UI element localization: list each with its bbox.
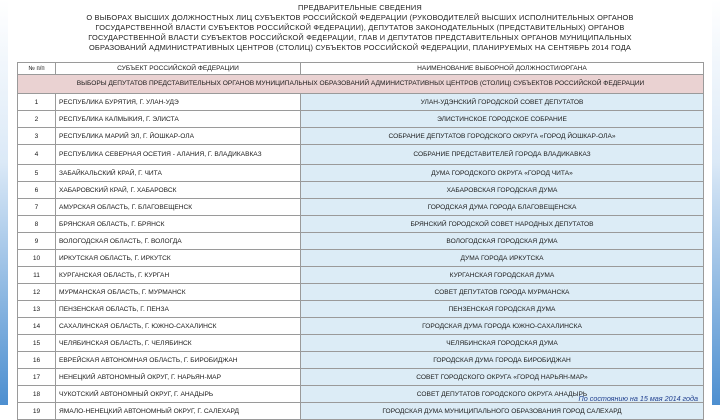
row-subject: ПЕНЗЕНСКАЯ ОБЛАСТЬ, Г. ПЕНЗА (56, 301, 301, 318)
section-title: ВЫБОРЫ ДЕПУТАТОВ ПРЕДСТАВИТЕЛЬНЫХ ОРГАНОВ МУНИЦИПАЛЬНЫХ ОБРАЗОВАНИЙ АДМИНИСТРАТИВНЫХ ЦЕНТРОВ (СТОЛИЦ) СУБЪЕКТОВ РОССИЙСКОЙ ФЕДЕРАЦИИ (18, 75, 704, 94)
table-row (18, 403, 704, 420)
row-organ: ДУМА ГОРОДСКОГО ОКРУГА «ГОРОД ЧИТА» (301, 165, 704, 182)
table-header-row (18, 63, 704, 75)
row-organ: ГОРОДСКАЯ ДУМА ГОРОДА БЛАГОВЕЩЕНСКА (301, 199, 704, 216)
row-organ: ЭЛИСТИНСКОЕ ГОРОДСКОЕ СОБРАНИЕ (301, 111, 704, 128)
row-organ: УЛАН-УДЭНСКИЙ ГОРОДСКОЙ СОВЕТ ДЕПУТАТОВ (301, 94, 704, 111)
row-organ: ХАБАРОВСКАЯ ГОРОДСКАЯ ДУМА (301, 182, 704, 199)
as-of-date-note: По состоянию на 15 мая 2014 года (578, 394, 698, 403)
row-number: 8 (18, 216, 56, 233)
table-row (18, 335, 704, 352)
row-subject: ЧЕЛЯБИНСКАЯ ОБЛАСТЬ, Г. ЧЕЛЯБИНСК (56, 335, 301, 352)
left-decor-bar (0, 0, 8, 405)
header-organ: НАИМЕНОВАНИЕ ВЫБОРНОЙ ДОЛЖНОСТИ/ОРГАНА (301, 63, 704, 75)
header-subject: СУБЪЕКТ РОССИЙСКОЙ ФЕДЕРАЦИИ (56, 63, 301, 75)
row-number: 5 (18, 165, 56, 182)
table-row (18, 145, 704, 165)
row-subject: ЕВРЕЙСКАЯ АВТОНОМНАЯ ОБЛАСТЬ, Г. БИРОБИДЖАН (56, 352, 301, 369)
title-line-1: ПРЕДВАРИТЕЛЬНЫЕ СВЕДЕНИЯ (298, 3, 422, 12)
title-line-5: ОБРАЗОВАНИЙ АДМИНИСТРАТИВНЫХ ЦЕНТРОВ (СТОЛИЦ) СУБЪЕКТОВ РОССИЙСКОЙ ФЕДЕРАЦИИ, ПЛАНИРУЕМЫХ НА СЕНТЯБРЬ 2014 ГОДА (88, 43, 632, 52)
table-row (18, 250, 704, 267)
table-row (18, 369, 704, 386)
row-number: 10 (18, 250, 56, 267)
page-title (8, 3, 712, 53)
row-subject: РЕСПУБЛИКА БУРЯТИЯ, Г. УЛАН-УДЭ (56, 94, 301, 111)
table-row (18, 352, 704, 369)
row-subject: БРЯНСКАЯ ОБЛАСТЬ, Г. БРЯНСК (56, 216, 301, 233)
title-line-2: О ВЫБОРАХ ВЫСШИХ ДОЛЖНОСТНЫХ ЛИЦ СУБЪЕКТОВ РОССИЙСКОЙ ФЕДЕРАЦИИ (РУКОВОДИТЕЛЕЙ ВЫСШИХ ИСПОЛНИТЕЛЬНЫХ ОРГАНОВ (86, 13, 634, 22)
row-number: 14 (18, 318, 56, 335)
row-organ: ВОЛОГОДСКАЯ ГОРОДСКАЯ ДУМА (301, 233, 704, 250)
row-subject: ХАБАРОВСКИЙ КРАЙ, Г. ХАБАРОВСК (56, 182, 301, 199)
row-number: 4 (18, 145, 56, 165)
table-row (18, 267, 704, 284)
row-number: 7 (18, 199, 56, 216)
row-organ: ГОРОДСКАЯ ДУМА ГОРОДА БИРОБИДЖАН (301, 352, 704, 369)
row-number: 13 (18, 301, 56, 318)
row-subject: МУРМАНСКАЯ ОБЛАСТЬ, Г. МУРМАНСК (56, 284, 301, 301)
row-organ: СОВЕТ ГОРОДСКОГО ОКРУГА «ГОРОД НАРЬЯН-МАР» (301, 369, 704, 386)
table-row (18, 199, 704, 216)
table-row (18, 128, 704, 145)
row-organ: ГОРОДСКАЯ ДУМА ГОРОДА ЮЖНО-САХАЛИНСКА (301, 318, 704, 335)
row-organ: ПЕНЗЕНСКАЯ ГОРОДСКАЯ ДУМА (301, 301, 704, 318)
row-number: 3 (18, 128, 56, 145)
header-num: № п/п (18, 63, 56, 75)
row-subject: РЕСПУБЛИКА СЕВЕРНАЯ ОСЕТИЯ - АЛАНИЯ, Г. ВЛАДИКАВКАЗ (56, 145, 301, 165)
table-row (18, 216, 704, 233)
row-subject: ЗАБАЙКАЛЬСКИЙ КРАЙ, Г. ЧИТА (56, 165, 301, 182)
table-row (18, 318, 704, 335)
row-number: 16 (18, 352, 56, 369)
section-row (18, 75, 704, 94)
row-subject: ЧУКОТСКИЙ АВТОНОМНЫЙ ОКРУГ, Г. АНАДЫРЬ (56, 386, 301, 403)
row-number: 12 (18, 284, 56, 301)
row-organ: ДУМА ГОРОДА ИРКУТСКА (301, 250, 704, 267)
row-organ: СОБРАНИЕ ПРЕДСТАВИТЕЛЕЙ ГОРОДА ВЛАДИКАВКАЗ (301, 145, 704, 165)
row-subject: РЕСПУБЛИКА МАРИЙ ЭЛ, Г. ЙОШКАР-ОЛА (56, 128, 301, 145)
row-number: 9 (18, 233, 56, 250)
row-subject: ВОЛОГОДСКАЯ ОБЛАСТЬ, Г. ВОЛОГДА (56, 233, 301, 250)
table-row (18, 94, 704, 111)
row-number: 1 (18, 94, 56, 111)
row-organ: КУРГАНСКАЯ ГОРОДСКАЯ ДУМА (301, 267, 704, 284)
table-row (18, 111, 704, 128)
table-row (18, 182, 704, 199)
row-organ: БРЯНСКИЙ ГОРОДСКОЙ СОВЕТ НАРОДНЫХ ДЕПУТАТОВ (301, 216, 704, 233)
row-subject: КУРГАНСКАЯ ОБЛАСТЬ, Г. КУРГАН (56, 267, 301, 284)
table-row (18, 284, 704, 301)
row-number: 6 (18, 182, 56, 199)
row-subject: РЕСПУБЛИКА КАЛМЫКИЯ, Г. ЭЛИСТА (56, 111, 301, 128)
row-number: 19 (18, 403, 56, 420)
row-organ: СОБРАНИЕ ДЕПУТАТОВ ГОРОДСКОГО ОКРУГА «ГОРОД ЙОШКАР-ОЛА» (301, 128, 704, 145)
row-number: 18 (18, 386, 56, 403)
right-decor-bar (712, 0, 720, 405)
row-organ: СОВЕТ ДЕПУТАТОВ ГОРОДСКОГО ОКРУГА АНАДЫРЬ (301, 386, 704, 403)
table-row (18, 233, 704, 250)
row-number: 17 (18, 369, 56, 386)
title-line-3: ГОСУДАРСТВЕННОЙ ВЛАСТИ СУБЪЕКТОВ РОССИЙСКОЙ ФЕДЕРАЦИИ), ДЕПУТАТОВ ЗАКОНОДАТЕЛЬНЫХ (ПРЕДСТАВИТЕЛЬНЫХ) ОРГАНОВ (95, 23, 625, 32)
table-row (18, 301, 704, 318)
row-organ: ЧЕЛЯБИНСКАЯ ГОРОДСКАЯ ДУМА (301, 335, 704, 352)
row-number: 15 (18, 335, 56, 352)
row-number: 11 (18, 267, 56, 284)
row-subject: АМУРСКАЯ ОБЛАСТЬ, Г. БЛАГОВЕЩЕНСК (56, 199, 301, 216)
title-line-4: ГОСУДАРСТВЕННОЙ ВЛАСТИ СУБЪЕКТОВ РОССИЙСКОЙ ФЕДЕРАЦИИ, ГЛАВ И ДЕПУТАТОВ ПРЕДСТАВИТЕЛЬНЫХ ОРГАНОВ МУНИЦИПАЛЬНЫХ (88, 33, 632, 42)
row-organ: ГОРОДСКАЯ ДУМА МУНИЦИПАЛЬНОГО ОБРАЗОВАНИЯ ГОРОД САЛЕХАРД (301, 403, 704, 420)
table-row (18, 165, 704, 182)
row-number: 2 (18, 111, 56, 128)
row-subject: НЕНЕЦКИЙ АВТОНОМНЫЙ ОКРУГ, Г. НАРЬЯН-МАР (56, 369, 301, 386)
row-subject: САХАЛИНСКАЯ ОБЛАСТЬ, Г. ЮЖНО-САХАЛИНСК (56, 318, 301, 335)
row-subject: ЯМАЛО-НЕНЕЦКИЙ АВТОНОМНЫЙ ОКРУГ, Г. САЛЕХАРД (56, 403, 301, 420)
row-organ: СОВЕТ ДЕПУТАТОВ ГОРОДА МУРМАНСКА (301, 284, 704, 301)
row-subject: ИРКУТСКАЯ ОБЛАСТЬ, Г. ИРКУТСК (56, 250, 301, 267)
elections-table (17, 62, 704, 420)
